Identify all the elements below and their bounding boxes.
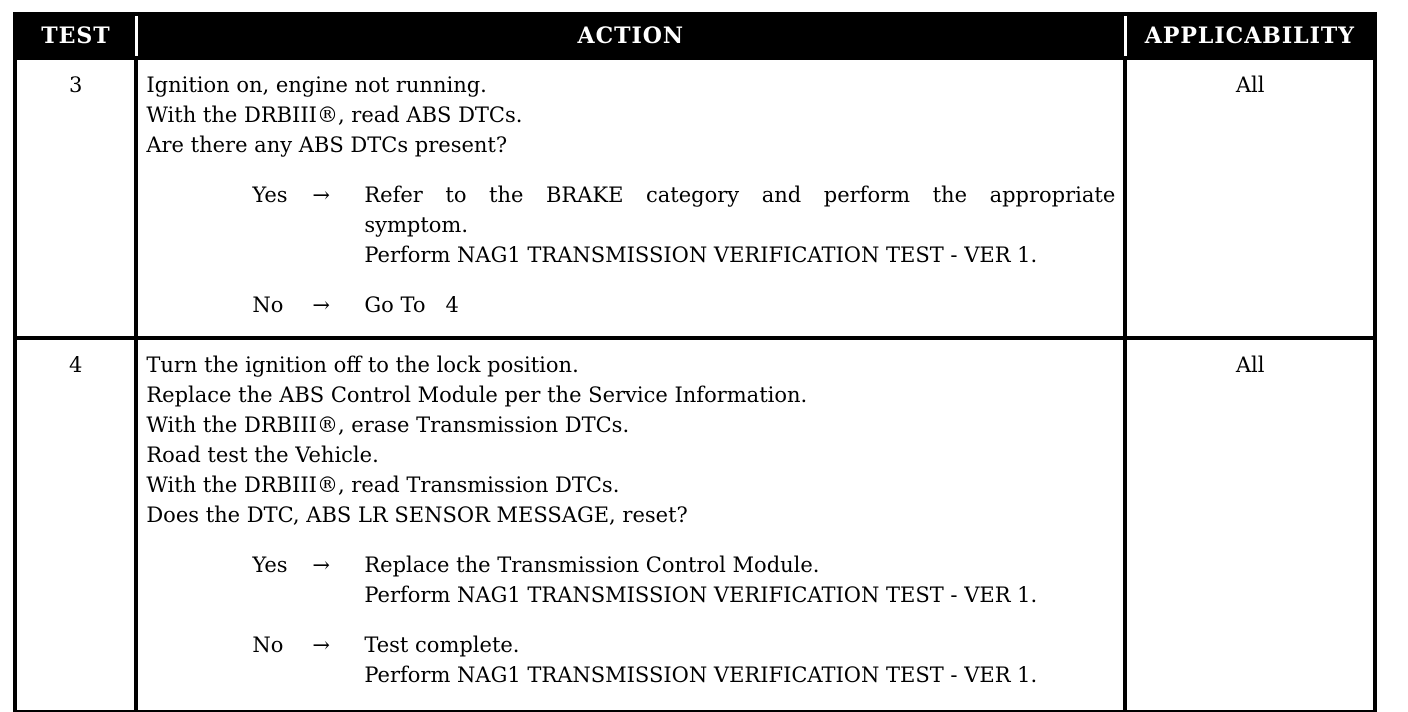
applicability-value: All bbox=[1125, 338, 1375, 712]
arrow-right-icon: → bbox=[312, 553, 330, 577]
outcome-no bbox=[146, 290, 1115, 320]
test-number: 3 bbox=[15, 58, 136, 338]
answer-label: Yes bbox=[252, 553, 288, 577]
answer-label: No bbox=[252, 633, 284, 657]
outcome-result bbox=[364, 290, 1115, 320]
outcome-result bbox=[364, 550, 1115, 610]
action-step: Does the DTC, ABS LR SENSOR MESSAGE, reset? bbox=[146, 503, 688, 527]
diagnostic-test-table bbox=[13, 12, 1377, 712]
result-line: Refer to the BRAKE category and perform the appropriate bbox=[364, 183, 1116, 207]
action-step: Replace the ABS Control Module per the Service Information. bbox=[146, 383, 808, 407]
arrow-right-icon: → bbox=[312, 633, 330, 657]
arrow-right-icon: → bbox=[312, 293, 330, 317]
outcome-result bbox=[364, 630, 1115, 690]
action-step: Road test the Vehicle. bbox=[146, 443, 379, 467]
header-row bbox=[15, 14, 1375, 58]
header-action: ACTION bbox=[136, 14, 1125, 58]
action-step: Are there any ABS DTCs present? bbox=[146, 133, 508, 157]
outcome-yes bbox=[146, 550, 1115, 610]
result-line: Replace the Transmission Control Module. bbox=[364, 553, 820, 577]
result-line: Perform NAG1 TRANSMISSION VERIFICATION TEST - VER 1. bbox=[364, 663, 1038, 687]
table-row bbox=[15, 338, 1375, 712]
action-step: Ignition on, engine not running. bbox=[146, 73, 487, 97]
result-line: Perform NAG1 TRANSMISSION VERIFICATION TEST - VER 1. bbox=[364, 583, 1038, 607]
action-step: With the DRBIII®, read Transmission DTCs. bbox=[146, 473, 620, 497]
answer-label: Yes bbox=[252, 183, 288, 207]
result-line: Test complete. bbox=[364, 633, 520, 657]
header-test: TEST bbox=[15, 14, 136, 58]
answer-label: No bbox=[252, 293, 284, 317]
arrow-right-icon: → bbox=[312, 183, 330, 207]
applicability-value: All bbox=[1125, 58, 1375, 338]
goto-link[interactable]: Go To 4 bbox=[364, 293, 459, 317]
outcome-no bbox=[146, 630, 1115, 690]
action-step: Turn the ignition off to the lock position. bbox=[146, 353, 579, 377]
action-cell bbox=[136, 338, 1125, 712]
action-step: With the DRBIII®, erase Transmission DTCs. bbox=[146, 413, 630, 437]
action-cell bbox=[136, 58, 1125, 338]
header-applicability: APPLICABILITY bbox=[1125, 14, 1375, 58]
table-row bbox=[15, 58, 1375, 338]
result-line: Perform NAG1 TRANSMISSION VERIFICATION TEST - VER 1. bbox=[364, 243, 1038, 267]
result-line: symptom. bbox=[364, 213, 469, 237]
outcome-result bbox=[364, 180, 1115, 270]
test-number: 4 bbox=[15, 338, 136, 712]
outcome-yes bbox=[146, 180, 1115, 270]
action-step: With the DRBIII®, read ABS DTCs. bbox=[146, 103, 523, 127]
